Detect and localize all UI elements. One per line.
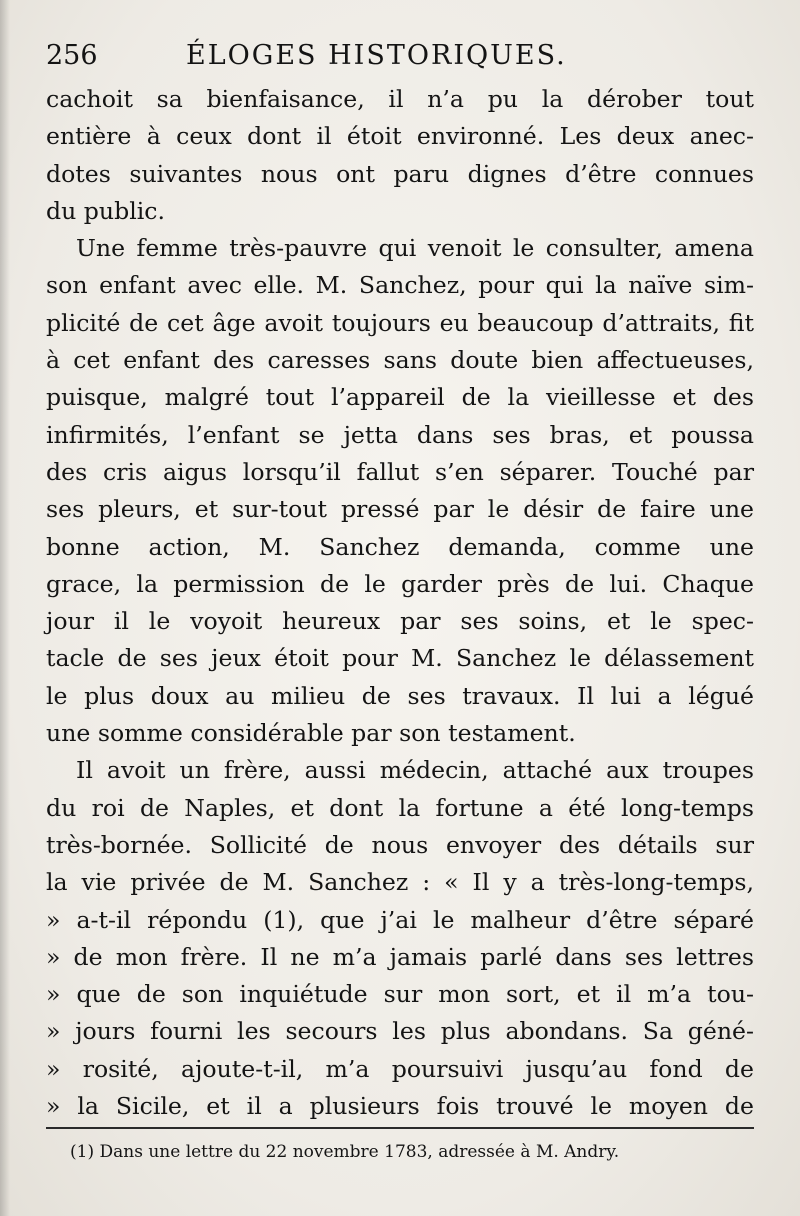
text-line: bonne action, M. Sanchez demanda, comme une [46,532,754,561]
text-line: cachoit sa bienfaisance, il n’a pu la dérober tout [46,85,754,113]
text-line: Il avoit un frère, aussi médecin, attaché aux troupes [76,756,754,785]
text-line: une somme considérable par son testament. [46,719,576,748]
text-line: Une femme très-pauvre qui venoit le consulter, amena [76,234,754,263]
text-line: » a-t-il répondu (1), que j’ai le malheur d’être séparé [46,905,754,934]
text-line: dotes suivantes nous ont paru dignes d’être connues [46,159,754,188]
text-line: grace, la permission de le garder près de lui. Chaque [46,569,754,598]
body-text [46,81,754,1125]
text-line: » jours fourni les secours les plus abondans. Sa géné- [46,1017,754,1046]
text-line: des cris aigus lorsqu’il fallut s’en séparer. Touché par [46,457,754,486]
text-line: infirmités, l’enfant se jetta dans ses bras, et poussa [46,420,754,449]
footnote: (1) Dans une lettre du 22 novembre 1783, adressée à M. Andry. [70,1142,620,1162]
text-line: » la Sicile, et il a plusieurs fois trouvé le moyen de [46,1092,754,1121]
text-line: » de mon frère. Il ne m’a jamais parlé dans ses lettres [46,942,754,971]
page-number: 256 [46,40,98,71]
text-line: jour il le voyoit heureux par ses soins, et le spec- [46,607,754,636]
text-line: plicité de cet âge avoit toujours eu beaucoup d’attraits, fit [46,308,754,337]
text-line: la vie privée de M. Sanchez : « Il y a très-long-temps, [46,868,754,897]
page-edge-shadow [0,0,10,1216]
text-line: entière à ceux dont il étoit environné. Les deux anec- [46,122,754,151]
text-line: ses pleurs, et sur-tout pressé par le désir de faire une [46,495,754,524]
text-line: tacle de ses jeux étoit pour M. Sanchez le délassement [46,644,754,673]
text-line: du public. [46,196,166,225]
running-title: ÉLOGES HISTORIQUES. [186,40,567,71]
text-line: très-bornée. Sollicité de nous envoyer des détails sur [46,830,754,859]
text-line: » que de son inquiétude sur mon sort, et il m’a tou- [46,980,754,1009]
text-line: » rosité, ajoute-t-il, m’a poursuivi jusqu’au fond de [46,1054,754,1083]
text-line: puisque, malgré tout l’appareil de la vieillesse et des [46,383,754,412]
text-line: le plus doux au milieu de ses travaux. Il lui a légué [46,681,754,710]
text-line: du roi de Naples, et dont la fortune a été long-temps [46,793,754,822]
text-line: à cet enfant des caresses sans doute bien affectueuses, [46,346,754,375]
page-header [46,40,754,76]
footnote-divider [46,1127,754,1129]
text-line: son enfant avec elle. M. Sanchez, pour qui la naïve sim- [46,271,754,300]
